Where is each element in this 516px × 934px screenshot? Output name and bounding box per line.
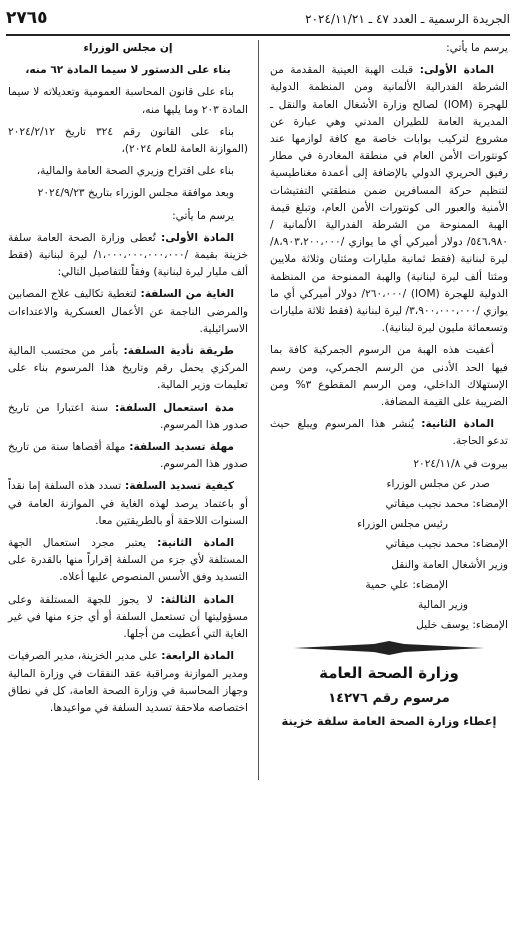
signature-block — [270, 456, 508, 635]
legal-basis-1: بناء على الدستور لا سيما المادة ٦٢ منه، — [25, 64, 231, 77]
gazette-title: الجريدة الرسمية ـ العدد ٤٧ ـ ٢٠٢٤/١١/٢١ — [305, 12, 510, 26]
decree-number: مرسوم رقم ١٤٢٧٦ — [328, 690, 450, 706]
decree-intro-left: يرسم ما يأتي: — [172, 209, 234, 222]
left-article-1 — [8, 230, 248, 282]
loan-repay-method-text: تسدد هذه السلفة إما نقداً أو باعتماد يرصد لهذه الغاية في الموازنة العامة في السنوات اللاحقة أو بالطريقتين معا. — [8, 480, 248, 527]
signature-issuer: صدر عن مجلس الوزراء — [386, 477, 490, 490]
article-2-text: يُنشر هذا المرسوم ويبلغ حيث تدعو الحاجة. — [270, 418, 508, 448]
loan-payment-label: طريقة تأدية السلفة: — [123, 345, 235, 358]
legal-basis-3: بناء على القانون رقم ٣٢٤ تاريخ ٢٠٢٤/٢/١٢ (الموازنة العامة للعام ٢٠٢٤)، — [8, 125, 248, 156]
loan-payment-text: بأمر من محتسب المالية المركزي يحمل رقم وتاريخ هذا المرسوم بناء على تعليمات وزير المالية. — [8, 345, 248, 392]
decree-subject: إعطاء وزارة الصحة العامة سلفة خزينة — [281, 713, 497, 728]
place-date: بيروت في ٢٠٢٤/١١/٨ — [413, 457, 508, 470]
loan-purpose-label: الغاية من السلفة: — [140, 288, 235, 301]
loan-purpose — [8, 286, 248, 338]
legal-basis-5: وبعد موافقة مجلس الوزراء بتاريخ ٢٠٢٤/٩/٢٣ — [37, 187, 234, 200]
left-article-2 — [8, 535, 248, 587]
left-article-1-label: المادة الأولى: — [160, 231, 234, 244]
left-article-3 — [8, 592, 248, 644]
exemption-paragraph: أعفيت هذه الهبة من الرسوم الجمركية كافة بما فيها الحد الأدنى من الرسم الجمركي، ومن رسم الإستهلاك الداخلي، ومن الرسم المقطوع ٣% ومن الضريبة على القيمة المضافة. — [270, 344, 508, 409]
loan-repay-period-text: مهلة أقصاها سنة من تاريخ صدور هذا المرسوم. — [8, 441, 248, 471]
loan-purpose-text: لتغطية تكاليف علاج المصابين والمرضى الناجمة عن الأعمال العسكرية والاعتداءات الاسرائيلية. — [8, 288, 248, 335]
loan-usage-label: مدة استعمال السلفة: — [115, 401, 235, 414]
loan-repay-method — [8, 478, 248, 530]
loan-usage-text: سنة اعتبارا من تاريخ صدور هذا المرسوم. — [8, 401, 248, 431]
left-article-4-label: المادة الرابعة: — [161, 650, 234, 663]
left-article-2-label: المادة الثانية: — [157, 537, 234, 550]
signature-finance: الإمضاء: يوسف خليل — [416, 619, 508, 632]
left-article-2-text: يعتبر مجرد استعمال الجهة المستلفة لأي جزء من السلفة إقراراً منها بالقدرة على التسديد وفق الأسس المنصوص عليها أعلاه. — [8, 537, 248, 584]
article-1 — [270, 62, 508, 337]
loan-repay-method-label: كيفية تسديد السلفة: — [125, 480, 234, 493]
article-2-label: المادة الثانية: — [421, 418, 494, 431]
article-2 — [270, 416, 508, 450]
left-article-4 — [8, 648, 248, 717]
article-1-label: المادة الأولى: — [419, 64, 495, 77]
left-article-3-text: لا يجوز للجهة المستلفة وعلى مسؤوليتها أن تستعمل السلفة أو أي جزء منها في غير الغاية التي أعطيت من أجلها. — [8, 593, 248, 641]
signature-finance-title: وزير المالية — [417, 599, 468, 612]
signature-pm-2: الإمضاء: محمد نجيب ميقاتي — [385, 538, 508, 551]
article-1-text: قبلت الهبة العينية المقدمة من الشرطة الفدرالية الألمانية ومن المنظمة الدولية للهجرة (IOM) لصالح وزارة الأشغال العامة والنقل ـ المديرية العامة للطيران المدني وهي عبارة عن مشروع لتركيب بوابات خاصة مع كافة لوازمها عند كونتورات الأمن العام في منطقة المغادرة في مطار رفيق الحريري الدولي بالإضافة إلى أعمدة مغناطيسية لتنظيم حركة المسافرين ضمن منطقتي التفتيشات الأمنية والعبور الى كونتورات الأمن العام، وتبلغ قيمة الهبة الممنوحة من الشرطة الفدرالية الألمانية /٥٤٦،٩٨٠/ دولار أميركي أي ما يوازي /٨،٩٠٣،٢٠٠،٠٠٠/ ليرة لبنانية (فقط ثمانية مليارات ومئتان وثلاثة ملايين ومئتا ألف ليرة لبنانية) والهبة الممنوحة من المنظمة الدولية للهجرة (IOM) /٢٦٠،٠٠٠/ دولار أميركي أي ما يوازي /٣،٩٠٠،٠٠٠،٠٠٠/ ليرة لبنانية (فقط ثلاثة مليارات وتسعمائة مليون ليرة لبنانية). — [270, 64, 509, 335]
loan-repay-period — [8, 439, 248, 473]
issuer-heading: إن مجلس الوزراء — [83, 42, 173, 54]
ministry-title: وزارة الصحة العامة — [319, 663, 459, 682]
left-article-4-text: على مدير الخزينة، مدير الصرفيات ومدير الموازنة ومراقبة عقد النفقات في وزارة المالية وجهاز المحاسبة في وزارة الصحة العامة، كل في نطاق اختصاصه ملاحقة تسديد السلفة في مواعيدها. — [8, 650, 248, 714]
signature-pm: الإمضاء: محمد نجيب ميقاتي — [385, 498, 508, 511]
loan-payment — [8, 343, 248, 395]
section-separator — [294, 641, 484, 655]
page-number: ٢٧٦٥ — [6, 8, 48, 28]
loan-repay-period-label: مهلة تسديد السلفة: — [129, 441, 234, 454]
left-column — [8, 40, 248, 722]
signature-pm-title: رئيس مجلس الوزراء — [357, 518, 448, 531]
loan-usage-period — [8, 400, 248, 434]
signature-minister-works-title: وزير الأشغال العامة والنقل — [391, 558, 508, 571]
page-header — [6, 8, 510, 36]
right-column — [270, 40, 508, 730]
column-divider — [258, 40, 259, 780]
left-article-1-text: تُعطى وزارة الصحة العامة سلفة خزينة بقيمة /١،٠٠٠،٠٠٠،٠٠٠،٠٠٠/ ليرة لبنانية (فقط ألف مليار ليرة لبنانية) وفقاً للتفاصيل التالي: — [8, 231, 248, 279]
signature-minister-works: الإمضاء: علي حمية — [365, 578, 448, 591]
decree-intro: يرسم ما يأتي: — [446, 42, 508, 54]
legal-basis-4: بناء على اقتراح وزيري الصحة العامة والمالية، — [36, 165, 234, 178]
left-article-3-label: المادة الثالثة: — [160, 593, 234, 606]
legal-basis-2: بناء على قانون المحاسبة العمومية وتعديلاته لا سيما المادة ٢٠٣ وما يليها منه، — [8, 86, 248, 116]
